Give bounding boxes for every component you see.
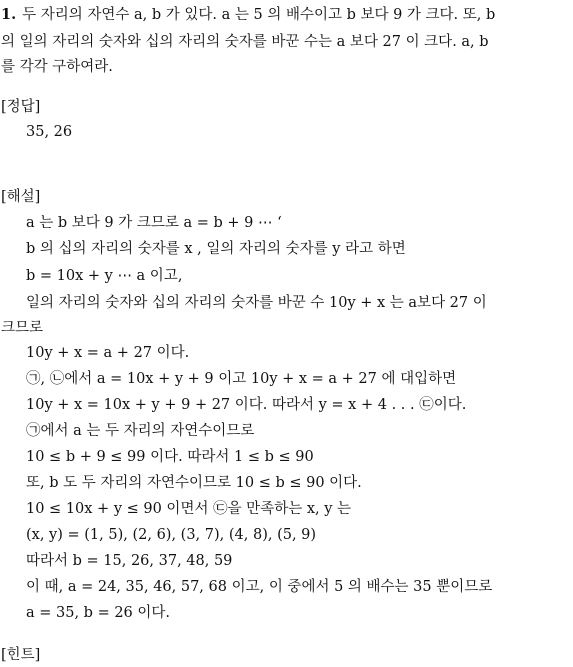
problem-line-2: 의 일의 자리의 숫자와 십의 자리의 숫자를 바꾼 수는 a 보다 27 이 크다. a, b <box>1 34 489 50</box>
solution-line-15: 이 때, a = 24, 35, 46, 57, 68 이고, 이 중에서 5 의 배수는 35 뿐이므로 <box>26 579 493 595</box>
solution-heading: [해설] <box>1 189 41 205</box>
solution-line-1: a 는 b 보다 9 가 크므로 a = b + 9 ⋯ ‘ <box>26 215 282 231</box>
solution-line-11: 또, b 도 두 자리의 자연수이므로 10 ≤ b ≤ 90 이다. <box>26 475 362 491</box>
answer-value: 35, 26 <box>26 124 73 140</box>
problem-line-1 <box>1 6 495 24</box>
solution-line-2: b 의 십의 자리의 숫자를 x , 일의 자리의 숫자를 y 라고 하면 <box>26 241 406 257</box>
solution-line-9: ㉠에서 a 는 두 자리의 자연수이므로 <box>26 423 255 439</box>
solution-line-4: 일의 자리의 숫자와 십의 자리의 숫자를 바꾼 수 10y + x 는 a보다 27 이 <box>26 295 487 311</box>
hint-heading: [힌트] <box>1 647 41 663</box>
solution-line-5: 크므로 <box>1 320 44 336</box>
solution-line-13: (x, y) = (1, 5), (2, 6), (3, 7), (4, 8), (5, 9) <box>26 527 317 543</box>
problem-number: 1. <box>1 6 17 23</box>
solution-line-6: 10y + x = a + 27 이다. <box>26 345 190 361</box>
answer-heading: [정답] <box>1 99 41 115</box>
solution-line-10: 10 ≤ b + 9 ≤ 99 이다. 따라서 1 ≤ b ≤ 90 <box>26 449 314 465</box>
solution-line-14: 따라서 b = 15, 26, 37, 48, 59 <box>26 553 233 569</box>
solution-line-3: b = 10x + y ⋯ a 이고, <box>26 268 183 284</box>
solution-line-8: 10y + x = 10x + y + 9 + 27 이다. 따라서 y = x + 4 . . . ㉢이다. <box>26 397 467 413</box>
solution-line-12: 10 ≤ 10x + y ≤ 90 이면서 ㉢을 만족하는 x, y 는 <box>26 501 352 517</box>
problem-text-1: 두 자리의 자연수 a, b 가 있다. a 는 5 의 배수이고 b 보다 9 가 크다. 또, b <box>22 7 496 23</box>
problem-line-3: 를 각각 구하여라. <box>1 59 113 75</box>
solution-line-16: a = 35, b = 26 이다. <box>26 605 171 621</box>
solution-line-7: ㉠, ㉡에서 a = 10x + y + 9 이고 10y + x = a + 27 에 대입하면 <box>26 371 457 387</box>
